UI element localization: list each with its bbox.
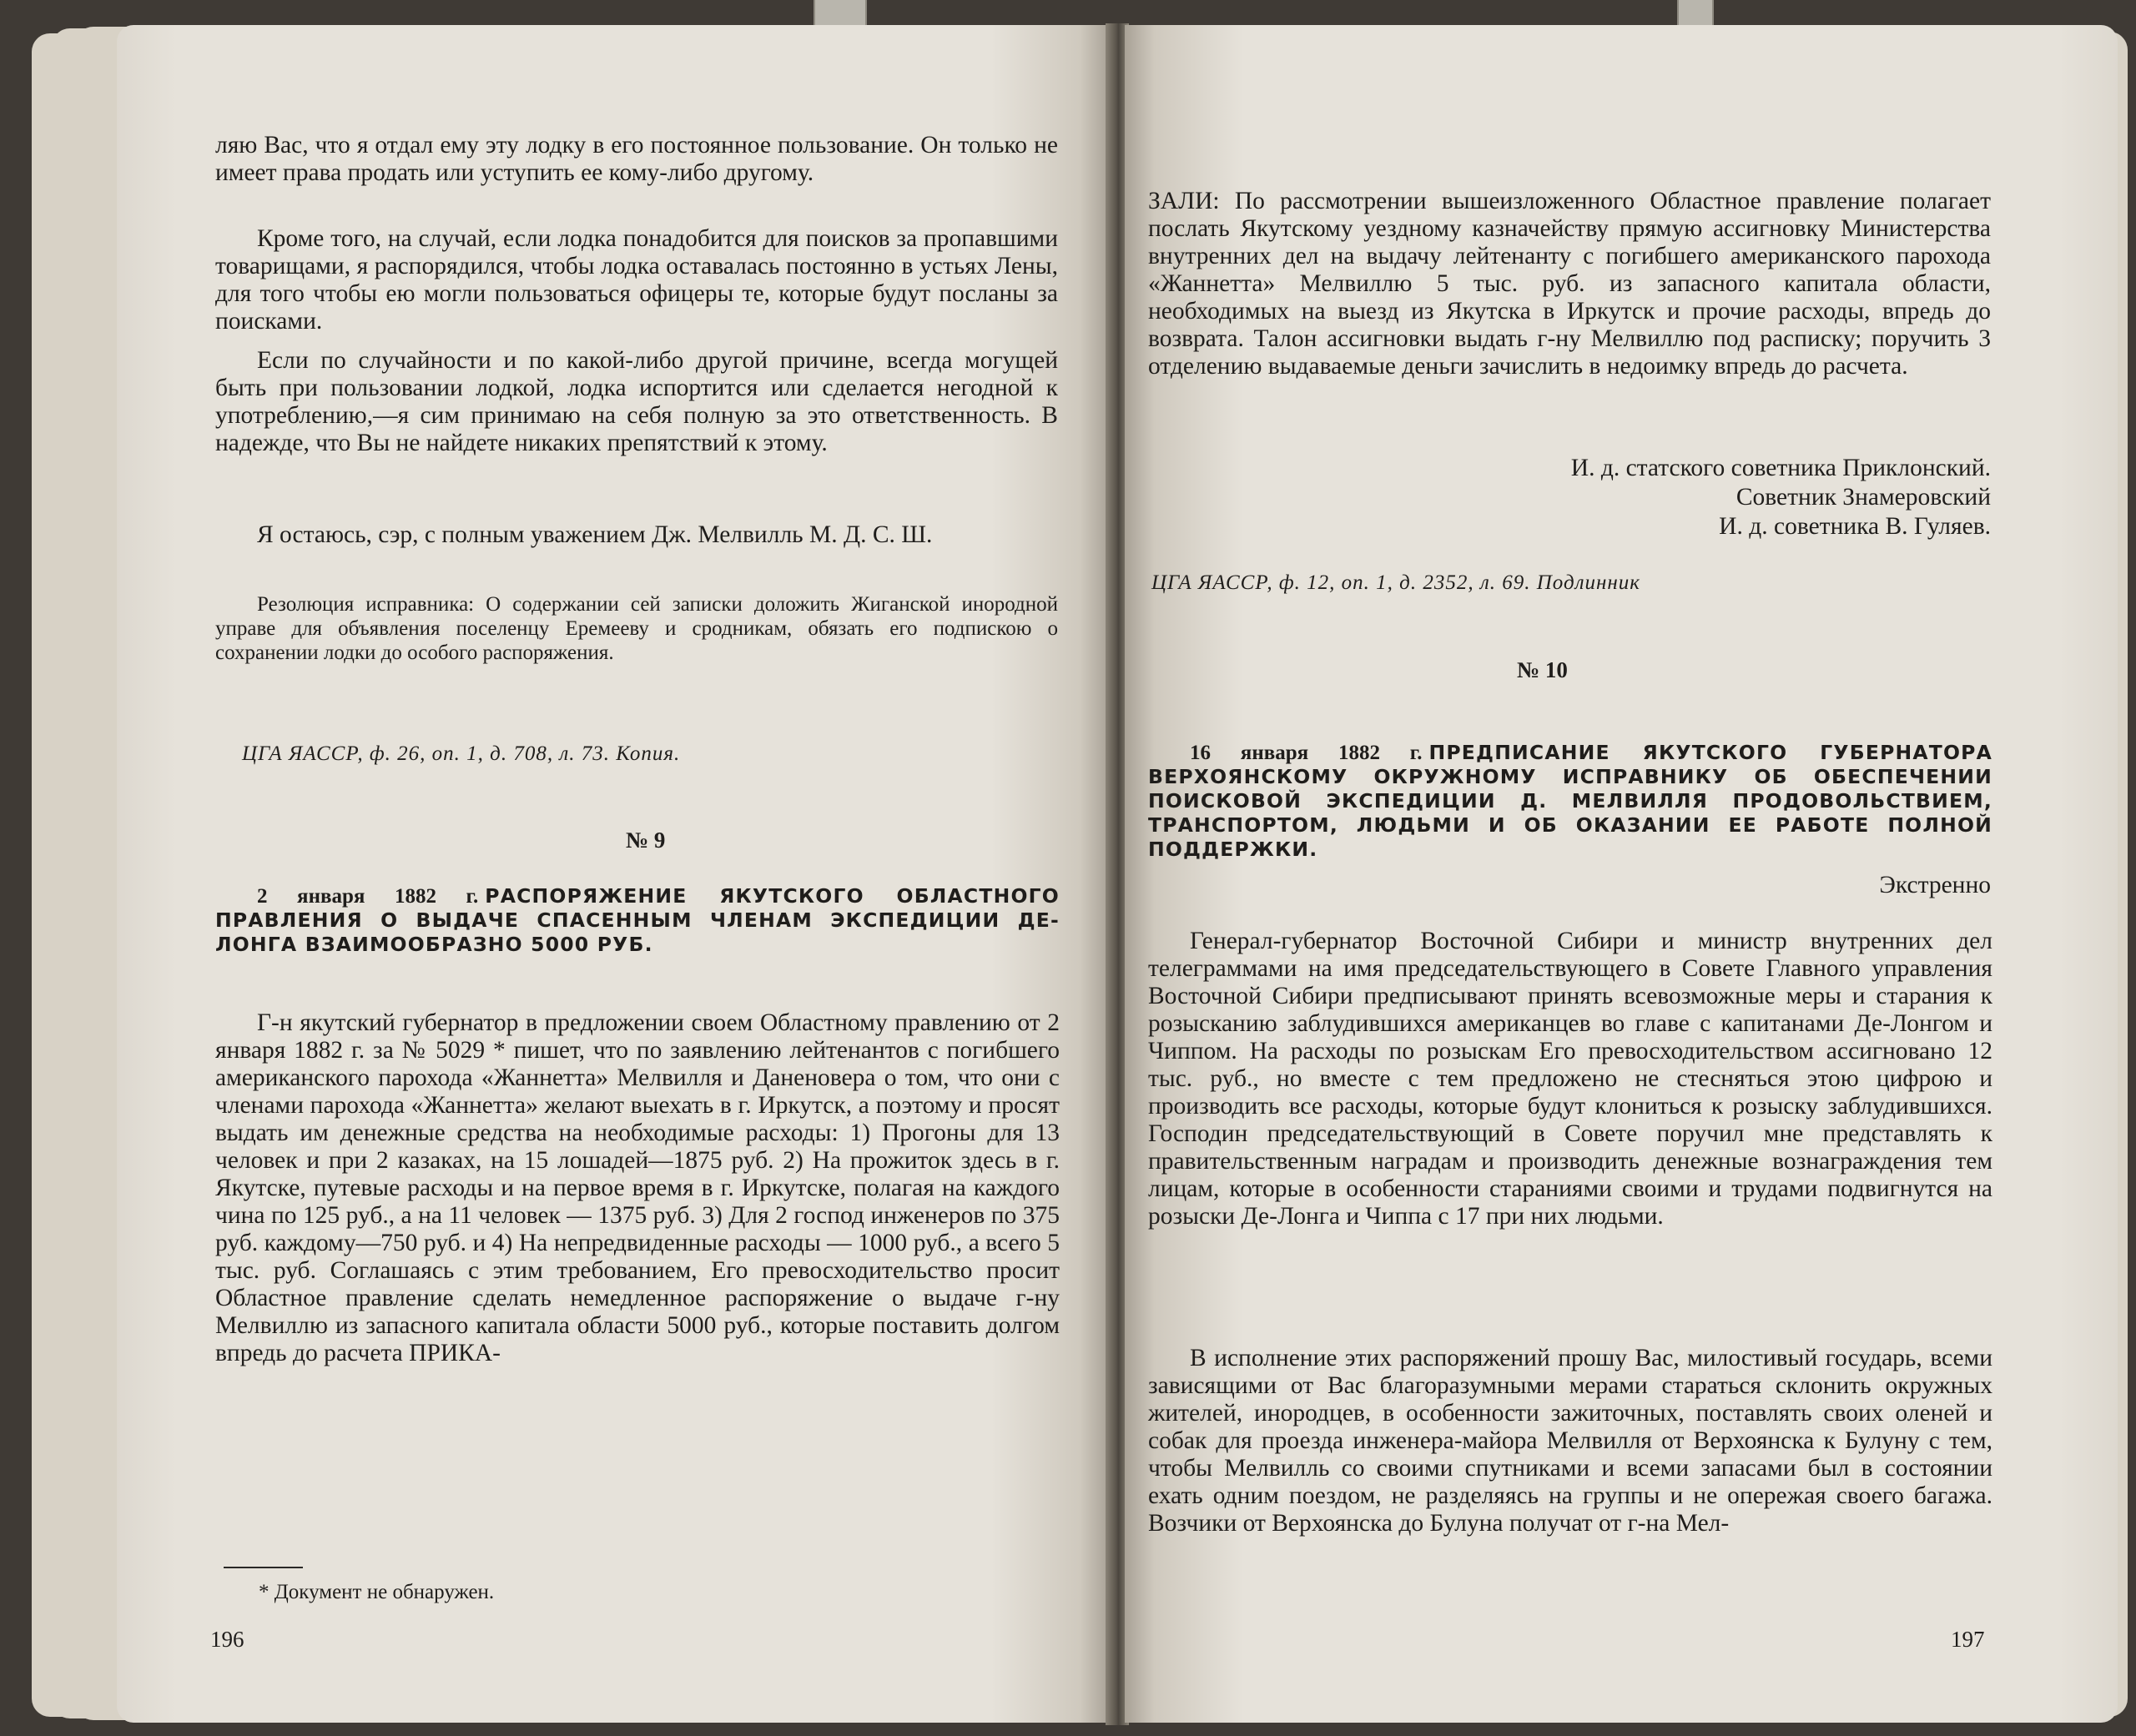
document-body: Генерал-губернатор Восточной Сибири и министр внутренних дел телеграммами на имя председательствующего в Совете Главного управления Восточной Сибири предписывают принять всевозможные меры и старания к розысканию заблудившихся американцев во главе с капитанами Де-Лонгом и Чиппом. На расходы по розыскам Его превосходительством ассигновано 12 тыс. руб., но вместе с тем предложено не стесняться этою цифрою и производить все расходы, которые будут клониться к розыску заблудившихся. Господин председательствующий в Совете поручил мне представлять к правительственным наградам и производить денежные вознаграждения тем лицам, которые в особенности стараниями своими и трудами подвигнутся на розыски Де-Лонга и Чиппа с 17 при них людьми. [1148, 928, 1992, 1230]
paragraph: Если по случайности и по какой-либо другой причине, всегда могущей быть при пользовании лодкой, лодка испортится или сделается негодной к употреблению,—я сим принимаю на себя полную за это ответственность. В надежде, что Вы не найдете никаких препятствий к этому. [215, 347, 1058, 456]
heading-date: 2 января 1882 г. [257, 885, 479, 908]
document-heading [215, 884, 1060, 957]
archive-source: ЦГА ЯАССР, ф. 26, оп. 1, д. 708, л. 73. Копия. [242, 742, 681, 765]
document-number: № 10 [1517, 657, 1568, 682]
left-page [117, 25, 1110, 1723]
archive-source: ЦГА ЯАССР, ф. 12, оп. 1, д. 2352, л. 69. Подлинник [1151, 571, 1640, 594]
page-number: 196 [210, 1627, 244, 1652]
document-number: № 9 [626, 828, 666, 853]
document-body: В исполнение этих распоряжений прошу Вас, милостивый государь, всеми зависящими от Вас благоразумными мерами стараться склонить окружных жителей, инородцев, в особенности зажиточных, поставлять своих оленей и собак для проезда инженера-майора Мелвилля от Верхоянска к Булуну с тем, чтобы Мелвилль со своими спутниками и всеми запасами был в состоянии ехать одним поездом, не разделяясь на группы и не опережая своего багажа. Возчики от Верхоянска до Булуна получат от г-на Мел- [1148, 1345, 1992, 1537]
footnote-rule [224, 1567, 303, 1568]
signature-line: Советник Знамеровский [1736, 484, 1991, 511]
paragraph: Кроме того, на случай, если лодка понадобится для поисков за пропавшими товарищами, я распорядился, чтобы лодка оставалась постоянно в устьях Лены, для того чтобы ею могли пользоваться офицеры те, которые будут посланы за поисками. [215, 225, 1058, 335]
page-number: 197 [1951, 1627, 1985, 1652]
urgency-mark: Экстренно [1879, 872, 1991, 898]
heading-title: ПРЕДПИСАНИЕ ЯКУТСКОГО ГУБЕРНАТОРА ВЕРХОЯНСКОМУ ОКРУЖНОМУ ИСПРАВНИКУ ОБ ОБЕСПЕЧЕНИИ ПОИСКОВОЙ ЭКСПЕДИЦИИ Д. МЕЛВИЛЛЯ ПРОДОВОЛЬСТВИЕМ, ТРАНСПОРТОМ, ЛЮДЬМИ И ОБ ОКАЗАНИИ ЕЕ РАБОТЕ ПОЛНОЙ ПОДДЕРЖКИ. [1148, 741, 1992, 861]
heading-date: 16 января 1882 г. [1190, 742, 1423, 764]
document-heading [1148, 741, 1992, 862]
signature-line: И. д. советника В. Гуляев. [1719, 513, 1991, 540]
bookmark-ribbon [814, 0, 867, 28]
signature-line: Я остаюсь, сэр, с полным уважением Дж. Мелвилль М. Д. С. Ш. [257, 521, 933, 548]
paragraph-continuation: ляю Вас, что я отдал ему эту лодку в его постоянное пользование. Он только не имеет права продать или уступить ее кому-либо другому. [215, 132, 1058, 186]
footnote: * Документ не обнаружен. [259, 1581, 495, 1603]
heading-title: РАСПОРЯЖЕНИЕ ЯКУТСКОГО ОБЛАСТНОГО ПРАВЛЕНИЯ О ВЫДАЧЕ СПАСЕННЫМ ЧЛЕНАМ ЭКСПЕДИЦИИ ДЕ-ЛОНГА ВЗАИМООБРАЗНО 5000 РУБ. [215, 884, 1060, 956]
bookmark-ribbon [1677, 0, 1714, 28]
right-page [1125, 25, 2118, 1723]
signature-line: И. д. статского советника Приклонский. [1570, 455, 1991, 481]
resolution-note: Резолюция исправника: О содержании сей записки доложить Жиганской инородной управе для объявления поселенцу Еремееву и сродникам, обязать его подпискою о сохранении лодки до особого распоряжения. [215, 593, 1058, 664]
paragraph-continuation: ЗАЛИ: По рассмотрении вышеизложенного Областное правление полагает послать Якутскому уездному казначейству прямую ассигновку Министерства внутренних дел на выдачу лейтенанту с погибшего американского парохода «Жаннетта» Мелвиллю 5 тыс. руб. из запасного капитала области, необходимых на выезд из Якутска в Иркутск и прочие расходы, впредь до возврата. Талон ассигновки выдать г-ну Мелвиллю под расписку; поручить 3 отделению выдаваемые деньги зачислить в недоимку впредь до расчета. [1148, 188, 1991, 380]
document-body: Г-н якутский губернатор в предложении своем Областному правлению от 2 января 1882 г. за № 5029 * пишет, что по заявлению лейтенантов с погибшего американского парохода «Жаннетта» Мелвилля и Даненовера о том, что они с членами парохода «Жаннетта» желают выехать в г. Иркутск, а поэтому и просят выдать им денежные средства на необходимые расходы: 1) Прогоны для 13 человек и при 2 казаках, на 15 лошадей—1875 руб. 2) На прожиток здесь в г. Якутске, путевые расходы и на первое время в г. Иркутске, полагая на каждого чина по 125 руб., а на 11 человек — 1375 руб. 3) Для 2 господ инженеров по 375 руб. каждому—750 руб. и 4) На непредвиденные расходы — 1000 руб., а всего 5 тыс. руб. Соглашаясь с этим требованием, Его превосходительство просит Областное правление сделать немедленное распоряжение о выдаче г-ну Мелвиллю из запасного капитала области 5000 руб., которые поставить долгом впредь до расчета ПРИКА- [215, 1009, 1060, 1366]
